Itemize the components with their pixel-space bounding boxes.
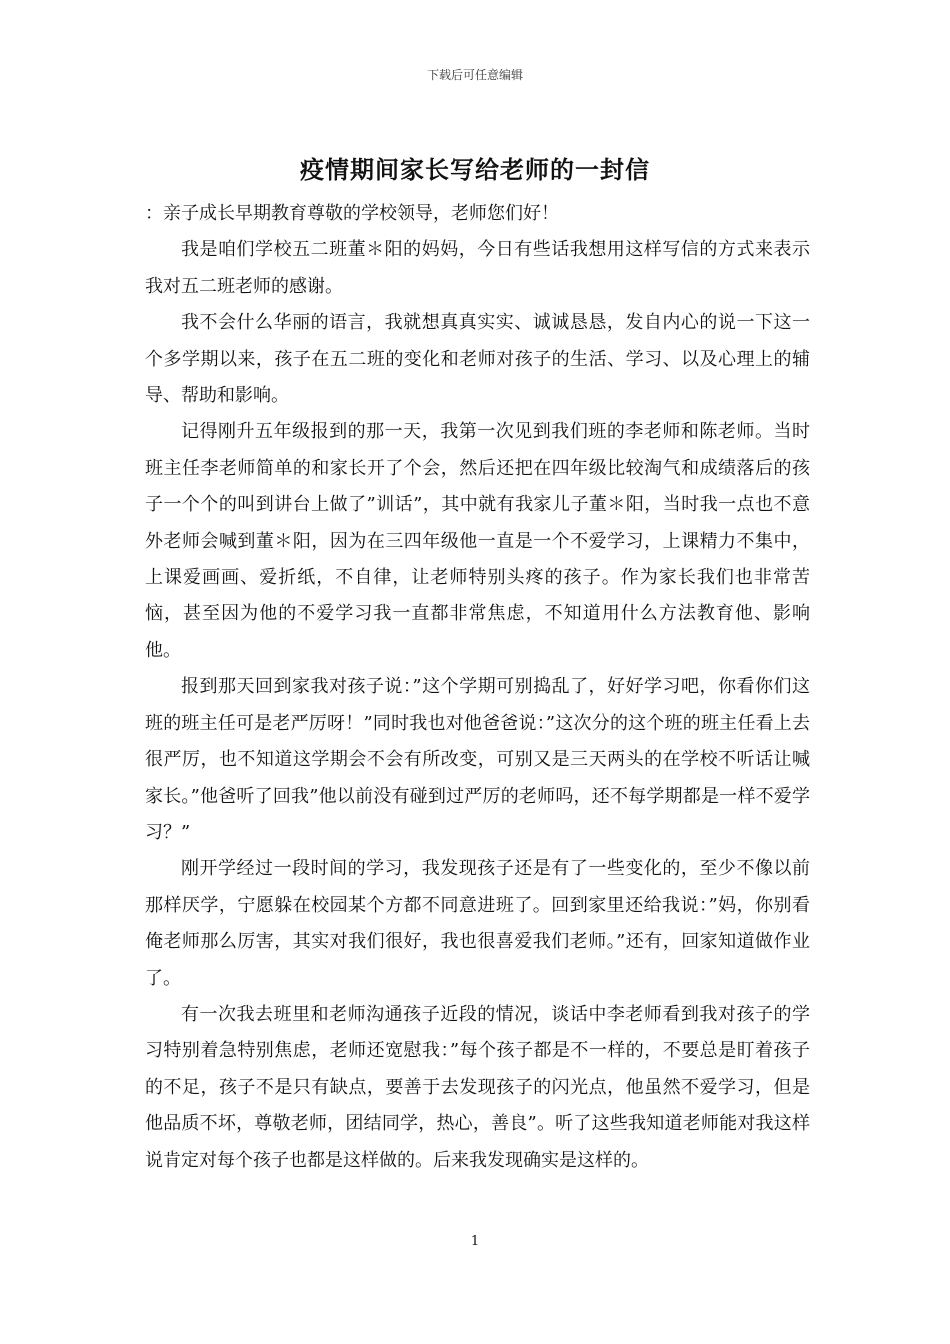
paragraph: 记得刚升五年级报到的那一天，我第一次见到我们班的李老师和陈老师。当时班主任李老师简单的和家长开了个会，然后还把在四年级比较淘气和成绩落后的孩子一个个的叫到讲台上做了”训话”，其中就有我家儿子董＊阳，当时我一点也不意外老师会喊到董＊阳，因为在三四年级他一直是一个不爱学习，上课精力不集中，上课爱画画、爱折纸，不自律，让老师特别头疼的孩子。作为家长我们也非常苦恼，甚至因为他的不爱学习我一直都非常焦虑，不知道用什么方法教育他、影响他。 [145,421,810,661]
page-number: 1 [470,1234,480,1249]
paragraph: 我是咱们学校五二班董＊阳的妈妈，今日有些话我想用这样写信的方式来表示我对五二班老师的感谢。 [145,239,810,297]
paragraph: 刚开学经过一段时间的学习，我发现孩子还是有了一些变化的，至少不像以前那样厌学，宁愿躲在校园某个方都不同意进班了。回到家里还给我说：”妈，你别看俺老师那么厉害，其实对我们很好，我也很喜爱我们老师。”还有，回家知道做作业了。 [145,858,810,989]
paragraph: 报到那天回到家我对孩子说：”这个学期可别捣乱了，好好学习吧，你看你们这班的班主任可是老严厉呀！”同时我也对他爸爸说：”这次分的这个班的班主任看上去很严厉，也不知道这学期会不会有所改变，可别又是三天两头的在学校不听话让喊家长。”他爸听了回我”他以前没有碰到过严厉的老师吗，还不每学期都是一样不爱学习？” [145,676,810,843]
greeting-line: ：亲子成长早期教育尊敬的学校领导，老师您们好！ [145,203,559,224]
paragraph: 有一次我去班里和老师沟通孩子近段的情况，谈话中李老师看到我对孩子的学习特别着急特别焦虑，老师还宽慰我：”每个孩子都是不一样的，不要总是盯着孩子的不足，孩子不是只有缺点，要善于去发现孩子的闪光点，他虽然不爱学习，但是他品质不坏，尊敬老师，团结同学，热心，善良”。听了这些我知道老师能对我这样说肯定对每个孩子也都是这样做的。后来我发现确实是这样的。 [145,1003,810,1171]
document-title: 疫情期间家长写给老师的一封信 [300,155,650,184]
header-note: 下载后可任意编辑 [426,68,523,82]
paragraph: 我不会什么华丽的语言，我就想真真实实、诚诚恳恳，发自内心的说一下这一个多学期以来，孩子在五二班的变化和老师对孩子的生活、学习、以及心理上的辅导、帮助和影响。 [145,312,810,407]
letter-body [145,196,810,1179]
